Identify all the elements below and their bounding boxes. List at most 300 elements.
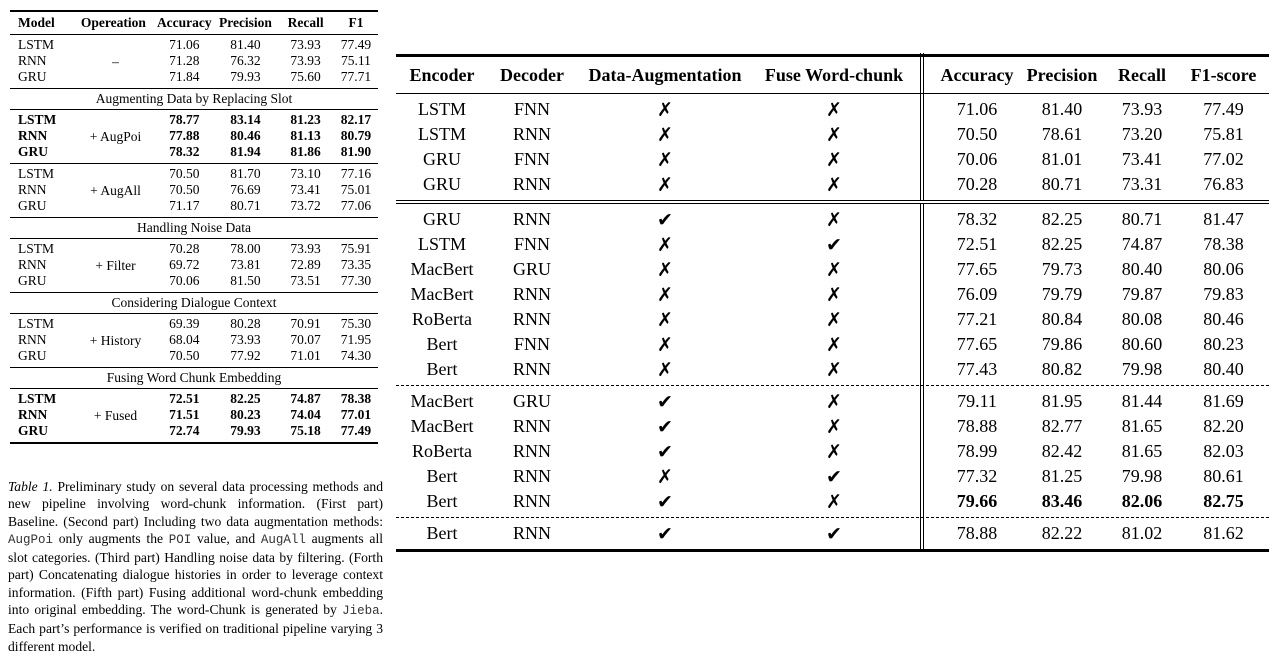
- cell-accuracy: 78.88: [956, 416, 998, 436]
- column-separator: [914, 207, 936, 232]
- header-precision: Precision: [218, 15, 272, 30]
- column-separator: [914, 439, 936, 464]
- cell-recall: 80.40: [1121, 259, 1163, 279]
- operation-group: [10, 239, 378, 292]
- cell-decoder: RNN: [512, 416, 551, 436]
- cell-operation: + Fused: [93, 407, 138, 423]
- checkmark-icon: ✔: [826, 465, 842, 488]
- cell-f1: 73.35: [340, 257, 372, 272]
- cell-accuracy: 71.84: [169, 69, 200, 84]
- table-row: [10, 144, 378, 160]
- cell-f1-score: 76.83: [1203, 174, 1244, 194]
- cell-accuracy: 76.09: [956, 284, 998, 304]
- header-accuracy: Accuracy: [940, 64, 1014, 85]
- cell-precision: 81.50: [230, 273, 261, 288]
- cell-accuracy: 71.28: [169, 53, 200, 68]
- table-row: [396, 464, 1269, 489]
- column-separator: [914, 464, 936, 489]
- caption-label: Table 1.: [8, 479, 53, 494]
- cell-recall: 81.13: [290, 128, 321, 143]
- cross-icon: ✗: [826, 98, 842, 121]
- cell-f1: 75.91: [340, 241, 372, 256]
- cell-accuracy: 71.51: [169, 407, 200, 422]
- cell-precision: 80.23: [230, 407, 261, 422]
- cell-model: GRU: [18, 348, 47, 363]
- cell-accuracy: 77.65: [956, 334, 998, 354]
- cross-icon: ✗: [826, 440, 842, 463]
- header-recall: Recall: [1118, 64, 1166, 85]
- cell-model: LSTM: [18, 241, 55, 256]
- cell-f1: 77.49: [340, 423, 372, 438]
- cell-decoder: RNN: [512, 441, 551, 461]
- table-row: [396, 232, 1269, 257]
- caption-text-3: value, and: [191, 530, 261, 546]
- cell-accuracy: 78.88: [956, 523, 998, 543]
- cell-precision: 79.86: [1041, 334, 1083, 354]
- cell-encoder: LSTM: [417, 124, 466, 144]
- table-row: [10, 166, 378, 182]
- checkmark-icon: ✔: [657, 415, 673, 438]
- cell-encoder: MacBert: [410, 284, 474, 304]
- cell-precision: 73.93: [230, 332, 261, 347]
- cell-f1-score: 81.69: [1203, 391, 1244, 411]
- cell-f1: 81.90: [340, 144, 372, 159]
- cell-precision: 82.77: [1041, 416, 1083, 436]
- cell-decoder: RNN: [512, 174, 551, 194]
- cell-decoder: FNN: [513, 334, 550, 354]
- cell-f1: 75.30: [340, 316, 372, 331]
- cell-model: RNN: [18, 182, 47, 197]
- cell-precision: 83.46: [1041, 491, 1083, 511]
- column-separator: [914, 521, 936, 546]
- cell-recall: 81.65: [1121, 441, 1163, 461]
- cell-model: GRU: [18, 198, 47, 213]
- header-precision: Precision: [1026, 64, 1098, 85]
- operation-group: [10, 314, 378, 367]
- cell-encoder: Bert: [426, 466, 458, 486]
- cell-f1: 80.79: [340, 128, 372, 143]
- cross-icon: ✗: [826, 390, 842, 413]
- column-separator: [914, 257, 936, 282]
- cell-recall: 82.06: [1121, 491, 1163, 511]
- cell-model: GRU: [18, 69, 47, 84]
- cell-accuracy: 77.88: [169, 128, 200, 143]
- cell-f1: 77.06: [340, 198, 372, 213]
- section-title: Considering Dialogue Context: [111, 295, 277, 310]
- table-row: [396, 307, 1269, 332]
- table-row: [396, 439, 1269, 464]
- cross-icon: ✗: [826, 123, 842, 146]
- caption-code-jieba: Jieba: [342, 604, 380, 619]
- column-separator: [914, 97, 936, 122]
- cross-icon: ✗: [657, 465, 673, 488]
- cell-recall: 73.93: [290, 241, 321, 256]
- results-table: [396, 54, 1269, 552]
- table-row: [10, 37, 378, 53]
- header-data-augmentation: Data-Augmentation: [588, 64, 742, 85]
- column-separator: [914, 57, 936, 93]
- cell-recall: 74.04: [290, 407, 321, 422]
- cell-f1-score: 79.83: [1203, 284, 1244, 304]
- cell-decoder: FNN: [513, 234, 550, 254]
- cell-precision: 79.79: [1041, 284, 1083, 304]
- cell-recall: 81.44: [1121, 391, 1163, 411]
- column-separator: [914, 332, 936, 357]
- cell-recall: 75.60: [290, 69, 321, 84]
- cell-precision: 81.40: [230, 37, 261, 52]
- table-row: [396, 97, 1269, 122]
- cell-recall: 70.91: [290, 316, 321, 331]
- cell-f1-score: 81.47: [1203, 209, 1244, 229]
- cell-recall: 79.87: [1121, 284, 1163, 304]
- cell-encoder: GRU: [422, 209, 461, 229]
- cell-precision: 82.42: [1041, 441, 1083, 461]
- left-table-header: [10, 12, 378, 34]
- cell-accuracy: 70.28: [169, 241, 200, 256]
- cell-accuracy: 70.28: [956, 174, 998, 194]
- column-separator: [914, 232, 936, 257]
- cell-f1: 77.49: [340, 37, 372, 52]
- cell-encoder: LSTM: [417, 234, 466, 254]
- cell-accuracy: 79.66: [956, 491, 998, 511]
- cell-recall: 75.18: [290, 423, 321, 438]
- cell-f1: 77.16: [340, 166, 372, 181]
- cell-recall: 73.41: [1121, 149, 1163, 169]
- checkmark-icon: ✔: [657, 208, 673, 231]
- left-table-body: [10, 35, 378, 444]
- cell-precision: 79.73: [1041, 259, 1083, 279]
- cell-encoder: RoBerta: [412, 441, 472, 461]
- cell-f1: 71.95: [340, 332, 372, 347]
- cell-f1: 75.01: [340, 182, 372, 197]
- checkmark-icon: ✔: [657, 490, 673, 513]
- cell-precision: 82.25: [1041, 234, 1083, 254]
- cell-recall: 81.86: [290, 144, 321, 159]
- row-group: [396, 386, 1269, 517]
- table-row: [396, 414, 1269, 439]
- caption-text-1: Preliminary study on several data processing methods and new pipeline involving word-chunk information. (First part) Baseline. (Second part) Including two data augmentation methods:: [8, 479, 383, 529]
- cell-f1-score: 82.03: [1203, 441, 1244, 461]
- cross-icon: ✗: [826, 283, 842, 306]
- header-fuse-word-chunk: Fuse Word-chunk: [764, 64, 904, 85]
- cell-f1: 78.38: [340, 391, 372, 406]
- bottom-rule: [396, 549, 1269, 552]
- cell-f1: 77.01: [340, 407, 372, 422]
- cell-accuracy: 70.50: [169, 348, 200, 363]
- cell-recall: 79.98: [1121, 359, 1163, 379]
- cell-precision: 78.61: [1041, 124, 1083, 144]
- cell-model: LSTM: [18, 316, 55, 331]
- cell-precision: 82.25: [230, 391, 261, 406]
- cell-encoder: MacBert: [410, 259, 474, 279]
- ablation-table: [10, 10, 378, 444]
- cell-recall: 74.87: [290, 391, 321, 406]
- cell-decoder: FNN: [513, 99, 550, 119]
- cell-recall: 80.71: [1121, 209, 1163, 229]
- cell-recall: 73.31: [1121, 174, 1163, 194]
- cell-f1-score: 77.02: [1203, 149, 1244, 169]
- cell-precision: 82.25: [1041, 209, 1083, 229]
- cross-icon: ✗: [826, 415, 842, 438]
- cell-recall: 73.93: [290, 53, 321, 68]
- cell-f1: 77.71: [340, 69, 372, 84]
- cell-accuracy: 71.06: [956, 99, 998, 119]
- cell-precision: 76.69: [230, 182, 261, 197]
- cell-precision: 80.28: [230, 316, 261, 331]
- cross-icon: ✗: [657, 233, 673, 256]
- cell-decoder: FNN: [513, 149, 550, 169]
- cell-decoder: GRU: [512, 259, 551, 279]
- cell-model: LSTM: [18, 166, 55, 181]
- cell-accuracy: 69.39: [169, 316, 200, 331]
- cell-encoder: Bert: [426, 359, 458, 379]
- table-row: [396, 147, 1269, 172]
- cell-model: RNN: [18, 53, 47, 68]
- table-row: [10, 348, 378, 364]
- cell-precision: 80.46: [230, 128, 261, 143]
- cell-encoder: MacBert: [410, 391, 474, 411]
- table-row: [10, 391, 378, 407]
- table-row: [396, 521, 1269, 546]
- table-row: [10, 53, 378, 69]
- column-separator: [914, 307, 936, 332]
- section-title: Handling Noise Data: [137, 220, 251, 235]
- cell-recall: 73.41: [290, 182, 321, 197]
- cell-recall: 81.65: [1121, 416, 1163, 436]
- cross-icon: ✗: [826, 148, 842, 171]
- cell-recall: 73.10: [290, 166, 321, 181]
- operation-group: [10, 35, 378, 88]
- cell-accuracy: 71.06: [169, 37, 200, 52]
- header-accuracy: Accuracy: [156, 15, 212, 30]
- cell-model: RNN: [18, 407, 48, 422]
- cell-accuracy: 72.74: [169, 423, 200, 438]
- cell-model: RNN: [18, 257, 47, 272]
- cell-decoder: RNN: [512, 124, 551, 144]
- cell-accuracy: 77.21: [956, 309, 998, 329]
- operation-group: [10, 389, 378, 442]
- cell-precision: 80.84: [1041, 309, 1083, 329]
- cross-icon: ✗: [657, 123, 673, 146]
- cell-recall: 81.02: [1121, 523, 1163, 543]
- cell-accuracy: 78.32: [169, 144, 200, 159]
- cell-model: GRU: [18, 273, 47, 288]
- cell-accuracy: 78.99: [956, 441, 998, 461]
- cell-accuracy: 77.65: [956, 259, 998, 279]
- header-encoder: Encoder: [409, 64, 475, 85]
- cell-f1: 75.11: [341, 53, 371, 68]
- cell-model: GRU: [18, 144, 48, 159]
- table-row: [396, 357, 1269, 382]
- cross-icon: ✗: [826, 173, 842, 196]
- cell-decoder: RNN: [512, 284, 551, 304]
- cross-icon: ✗: [657, 358, 673, 381]
- cell-operation: + AugAll: [90, 182, 141, 198]
- cell-accuracy: 78.32: [956, 209, 998, 229]
- cell-accuracy: 71.17: [169, 198, 200, 213]
- cell-accuracy: 77.43: [956, 359, 998, 379]
- section-title: Augmenting Data by Replacing Slot: [95, 91, 293, 106]
- cell-precision: 81.40: [1041, 99, 1083, 119]
- cell-f1-score: 81.62: [1203, 523, 1244, 543]
- cell-encoder: Bert: [426, 334, 458, 354]
- cell-precision: 80.82: [1041, 359, 1083, 379]
- column-separator: [914, 122, 936, 147]
- operation-group: [10, 110, 378, 163]
- caption-code-augall: AugAll: [260, 532, 306, 547]
- cell-accuracy: 77.32: [956, 466, 998, 486]
- caption-text-4: augments all slot categories. (Third part) Handling noise data by filtering. (Forth part) Concatenating dialogue histories in order to leverage context information. (Fifth part) Fusing additional word-chunk embedding into original embedding. The word-Chunk is generated by: [8, 530, 384, 618]
- cell-precision: 79.93: [230, 69, 261, 84]
- row-rule: [10, 442, 378, 444]
- column-separator: [914, 357, 936, 382]
- header-f1: F1: [348, 15, 364, 30]
- table-row: [10, 69, 378, 85]
- cell-recall: 73.20: [1121, 124, 1163, 144]
- operation-group: [10, 164, 378, 217]
- header-decoder: Decoder: [500, 64, 564, 85]
- cell-decoder: RNN: [512, 209, 551, 229]
- cell-decoder: RNN: [512, 523, 551, 543]
- cell-f1-score: 80.23: [1203, 334, 1244, 354]
- cell-encoder: GRU: [422, 174, 461, 194]
- row-group: [396, 94, 1269, 200]
- cross-icon: ✗: [826, 308, 842, 331]
- right-table-header: [396, 57, 1269, 93]
- cell-decoder: RNN: [512, 309, 551, 329]
- cell-f1: 82.17: [340, 112, 372, 127]
- cell-operation: + History: [89, 332, 142, 348]
- table-caption: [8, 478, 383, 655]
- cell-precision: 77.92: [230, 348, 261, 363]
- table-row: [396, 257, 1269, 282]
- cell-precision: 76.32: [230, 53, 261, 68]
- cell-precision: 83.14: [230, 112, 261, 127]
- column-separator: [914, 172, 936, 197]
- header-recall: Recall: [287, 15, 324, 30]
- cell-f1-score: 75.81: [1203, 124, 1244, 144]
- cell-accuracy: 68.04: [169, 332, 200, 347]
- cross-icon: ✗: [826, 208, 842, 231]
- cell-model: GRU: [18, 423, 48, 438]
- cell-encoder: Bert: [426, 491, 458, 511]
- table-row: [396, 172, 1269, 197]
- row-group: [396, 518, 1269, 549]
- caption-code-poi: POI: [168, 532, 192, 547]
- cell-precision: 80.71: [230, 198, 261, 213]
- cell-f1-score: 80.40: [1203, 359, 1244, 379]
- header-f1-score: F1-score: [1190, 64, 1257, 85]
- cell-recall: 81.23: [290, 112, 321, 127]
- cross-icon: ✗: [826, 490, 842, 513]
- cell-decoder: RNN: [512, 491, 551, 511]
- column-separator: [914, 147, 936, 172]
- cell-f1-score: 80.06: [1203, 259, 1244, 279]
- caption-code-augpoi: AugPoi: [8, 532, 54, 547]
- cell-accuracy: 70.50: [169, 166, 200, 181]
- cell-f1-score: 80.61: [1203, 466, 1244, 486]
- table-row: [396, 489, 1269, 514]
- cell-recall: 73.93: [1121, 99, 1163, 119]
- checkmark-icon: ✔: [657, 390, 673, 413]
- cell-recall: 73.51: [290, 273, 321, 288]
- cell-encoder: RoBerta: [412, 309, 472, 329]
- table-row: [396, 122, 1269, 147]
- cell-model: LSTM: [18, 37, 55, 52]
- cross-icon: ✗: [657, 283, 673, 306]
- cell-precision: 81.95: [1041, 391, 1083, 411]
- cell-accuracy: 70.06: [956, 149, 998, 169]
- column-separator: [914, 414, 936, 439]
- cross-icon: ✗: [826, 358, 842, 381]
- table-row: [10, 257, 378, 273]
- table-row: [10, 316, 378, 332]
- cell-accuracy: 70.06: [169, 273, 200, 288]
- table-row: [396, 389, 1269, 414]
- cell-operation: + Filter: [95, 257, 136, 273]
- table-row: [10, 273, 378, 289]
- cell-model: LSTM: [18, 112, 57, 127]
- cell-accuracy: 72.51: [956, 234, 998, 254]
- cell-recall: 80.08: [1121, 309, 1163, 329]
- cross-icon: ✗: [657, 258, 673, 281]
- cell-accuracy: 79.11: [957, 391, 997, 411]
- cell-model: RNN: [18, 128, 48, 143]
- cell-encoder: GRU: [422, 149, 461, 169]
- cell-recall: 71.01: [290, 348, 321, 363]
- cell-precision: 73.81: [230, 257, 261, 272]
- cell-precision: 81.70: [230, 166, 261, 181]
- cell-f1: 77.30: [340, 273, 372, 288]
- cross-icon: ✗: [826, 333, 842, 356]
- cell-f1-score: 78.38: [1203, 234, 1244, 254]
- checkmark-icon: ✔: [826, 233, 842, 256]
- cell-precision: 79.93: [230, 423, 261, 438]
- column-separator: [914, 282, 936, 307]
- cell-precision: 82.22: [1041, 523, 1083, 543]
- table-row: [10, 112, 378, 128]
- section-title: Fusing Word Chunk Embedding: [106, 370, 282, 385]
- cross-icon: ✗: [657, 308, 673, 331]
- cross-icon: ✗: [826, 258, 842, 281]
- cell-decoder: RNN: [512, 359, 551, 379]
- cell-recall: 73.72: [290, 198, 321, 213]
- cell-f1-score: 77.49: [1203, 99, 1244, 119]
- caption-text-5: . Each part’s performance is verified on traditional pipeline varying 3 different model.: [8, 602, 383, 654]
- cell-recall: 73.93: [290, 37, 321, 52]
- cell-precision: 81.94: [230, 144, 261, 159]
- table-row: [10, 128, 378, 144]
- cell-decoder: RNN: [512, 466, 551, 486]
- cell-encoder: MacBert: [410, 416, 474, 436]
- cell-recall: 72.89: [290, 257, 321, 272]
- cell-operation: –: [112, 53, 119, 69]
- cell-precision: 81.01: [1041, 149, 1083, 169]
- cell-precision: 78.00: [230, 241, 261, 256]
- checkmark-icon: ✔: [657, 440, 673, 463]
- cell-accuracy: 69.72: [169, 257, 200, 272]
- cross-icon: ✗: [657, 148, 673, 171]
- column-separator: [914, 489, 936, 514]
- row-group: [396, 204, 1269, 385]
- table-row: [10, 198, 378, 214]
- cell-precision: 81.25: [1041, 466, 1083, 486]
- cell-f1: 74.30: [340, 348, 372, 363]
- checkmark-icon: ✔: [826, 522, 842, 545]
- header-model: Model: [18, 15, 55, 30]
- cell-recall: 74.87: [1121, 234, 1163, 254]
- cell-model: RNN: [18, 332, 47, 347]
